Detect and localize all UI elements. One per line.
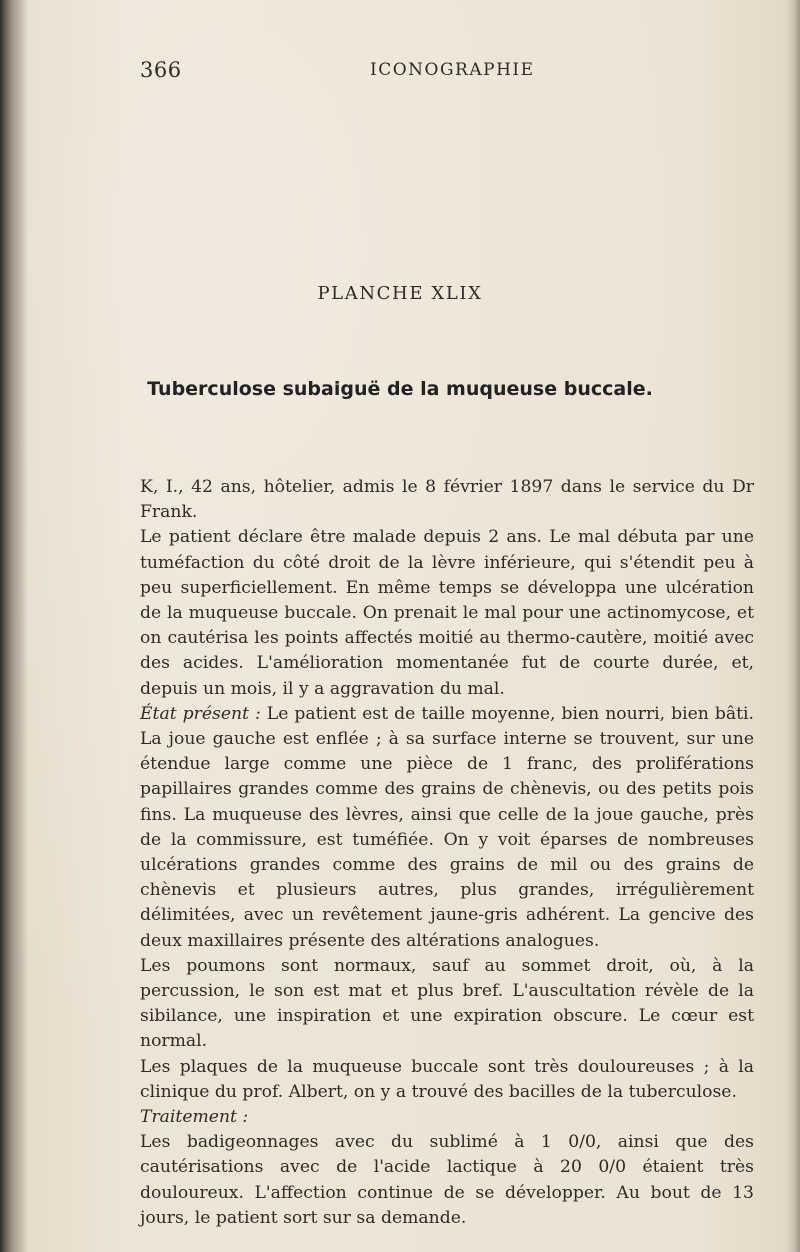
paragraph-lungs: Les poumons sont normaux, sauf au sommet droit, où, à la percussion, le son est mat et plus bref. L'auscultation révèle de la sibilance, une inspiration et une expiration obscure. Le cœur est normal. (140, 955, 754, 1052)
paragraph-plaques: Les plaques de la muqueuse buccale sont très douloureuses ; à la clinique du prof. Albert, on y a trouvé des bacilles de la tuberculose. (140, 1056, 754, 1102)
paragraph-patient-intro: K, I., 42 ans, hôtelier, admis le 8 février 1897 dans le service du Dr Frank. (140, 477, 754, 523)
treatment-heading: Traitement : (140, 1107, 249, 1128)
page-header (140, 58, 680, 90)
page-number: 366 (140, 58, 182, 82)
section-title: Tuberculose subaiguë de la muqueuse buccale. (147, 378, 653, 400)
running-head: ICONOGRAPHIE (370, 60, 535, 80)
page-edge-shadow (786, 0, 800, 1252)
plate-title: PLANCHE XLIX (317, 283, 483, 304)
paragraph-history: Le patient déclare être malade depuis 2 ans. Le mal débuta par une tuméfaction du côté droit de la lèvre inférieure, qui s'étendit peu à peu superficiellement. En même temps se développa une ulcération de la muqueuse buccale. On prenait le mal pour une actinomycose, et on cautérisa les points affectés moitié au thermo-cautère, moitié avec des acides. L'amélioration momentanée fut de courte durée, et, depuis un mois, il y a aggravation du mal. (140, 527, 754, 699)
paragraph-present-state (140, 702, 754, 954)
paragraph-treatment: Les badigeonnages avec du sublimé à 1 0/0, ainsi que des cautérisations avec de l'acide lactique à 20 0/0 étaient très douloureux. L'affection continue de se développer. Au bout de 13 jours, le patient sort sur sa demande. (140, 1132, 754, 1228)
book-binding-shadow (0, 0, 28, 1252)
present-state-heading: État présent : (140, 703, 261, 724)
present-state-text: Le patient est de taille moyenne, bien nourri, bien bâti. La joue gauche est enflée ; à sa surface interne se trouvent, sur une étendue large comme une pièce de 1 franc, des proliférations papillaires grandes comme des grains de chènevis, ou des petits pois fins. La muqueuse des lèvres, ainsi que celle de la joue gauche, près de la commissure, est tuméfiée. On y voit éparses de nombreuses ulcérations grandes comme des grains de mil ou des grains de chènevis et plusieurs autres, plus grandes, irrégulièrement délimitées, avec un revêtement jaune-gris adhérent. La gencive des deux maxillaires présente des altérations analogues. (140, 703, 755, 951)
body-text (140, 475, 754, 1231)
